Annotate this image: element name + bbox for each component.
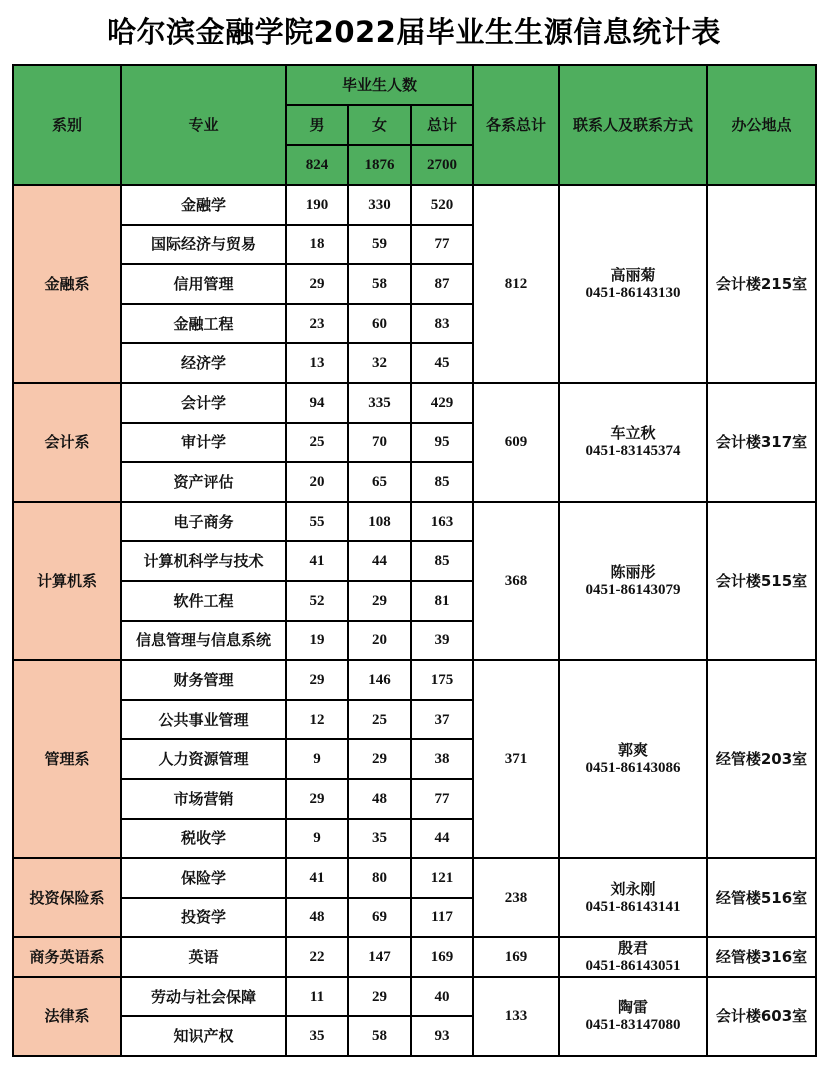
total-count: 83 <box>411 304 473 344</box>
office-location: 经管楼516室 <box>707 858 816 937</box>
total-count: 37 <box>411 700 473 740</box>
male-count: 19 <box>286 621 348 661</box>
table-row <box>13 858 816 898</box>
major-name: 审计学 <box>121 423 286 463</box>
total-count: 429 <box>411 383 473 423</box>
contact-name: 陈丽彤 <box>610 562 656 581</box>
department-total: 368 <box>473 502 559 660</box>
female-count: 29 <box>348 977 411 1017</box>
major-name: 资产评估 <box>121 462 286 502</box>
male-count: 41 <box>286 541 348 581</box>
total-count: 45 <box>411 343 473 383</box>
table-row <box>13 383 816 423</box>
contact-phone: 0451-83147080 <box>585 1017 681 1034</box>
total-count: 163 <box>411 502 473 542</box>
female-count: 25 <box>348 700 411 740</box>
major-name: 电子商务 <box>121 502 286 542</box>
contact-phone: 0451-86143086 <box>585 760 681 777</box>
department-name: 会计系 <box>13 383 121 502</box>
major-name: 计算机科学与技术 <box>121 541 286 581</box>
total-count: 85 <box>411 541 473 581</box>
female-count: 59 <box>348 225 411 265</box>
male-count: 29 <box>286 660 348 700</box>
major-name: 信用管理 <box>121 264 286 304</box>
male-count: 12 <box>286 700 348 740</box>
major-name: 英语 <box>121 937 286 977</box>
major-name: 信息管理与信息系统 <box>121 621 286 661</box>
major-name: 投资学 <box>121 898 286 938</box>
office-location: 会计楼515室 <box>707 502 816 660</box>
major-name: 会计学 <box>121 383 286 423</box>
major-name: 人力资源管理 <box>121 739 286 779</box>
female-count: 32 <box>348 343 411 383</box>
female-count: 48 <box>348 779 411 819</box>
contact-name: 刘永刚 <box>610 879 656 898</box>
department-name: 投资保险系 <box>13 858 121 937</box>
major-name: 税收学 <box>121 819 286 859</box>
female-count: 80 <box>348 858 411 898</box>
male-count: 20 <box>286 462 348 502</box>
major-name: 市场营销 <box>121 779 286 819</box>
header-total: 总计 <box>411 105 473 145</box>
table-row <box>13 502 816 542</box>
contact-info <box>559 977 707 1056</box>
total-count: 77 <box>411 225 473 265</box>
total-sum: 2700 <box>411 145 473 185</box>
male-count: 35 <box>286 1016 348 1056</box>
contact-name: 陶雷 <box>617 998 648 1017</box>
contact-info <box>559 858 707 937</box>
major-name: 软件工程 <box>121 581 286 621</box>
male-count: 11 <box>286 977 348 1017</box>
female-count: 330 <box>348 185 411 225</box>
total-count: 39 <box>411 621 473 661</box>
total-count: 169 <box>411 937 473 977</box>
total-count: 520 <box>411 185 473 225</box>
total-count: 44 <box>411 819 473 859</box>
contact-info <box>559 383 707 502</box>
major-name: 金融工程 <box>121 304 286 344</box>
female-count: 335 <box>348 383 411 423</box>
female-count: 35 <box>348 819 411 859</box>
header-graduates: 毕业生人数 <box>286 65 473 105</box>
office-location: 会计楼215室 <box>707 185 816 383</box>
contact-info <box>559 502 707 660</box>
contact-info <box>559 660 707 858</box>
female-count: 70 <box>348 423 411 463</box>
contact-name: 殷君 <box>617 939 648 958</box>
contact-name: 车立秋 <box>610 424 656 443</box>
contact-phone: 0451-86143141 <box>585 898 681 915</box>
major-name: 保险学 <box>121 858 286 898</box>
table-row <box>13 977 816 1017</box>
female-count: 69 <box>348 898 411 938</box>
male-count: 190 <box>286 185 348 225</box>
header-major: 专业 <box>121 65 286 185</box>
department-name: 计算机系 <box>13 502 121 660</box>
male-count: 29 <box>286 779 348 819</box>
table-row <box>13 937 816 977</box>
contact-info <box>559 937 707 977</box>
male-sum: 824 <box>286 145 348 185</box>
male-count: 55 <box>286 502 348 542</box>
contact-phone: 0451-83145374 <box>585 443 681 460</box>
page-title: 哈尔滨金融学院2022届毕业生生源信息统计表 <box>107 15 721 49</box>
female-count: 44 <box>348 541 411 581</box>
office-location: 经管楼203室 <box>707 660 816 858</box>
office-location: 会计楼317室 <box>707 383 816 502</box>
header-office: 办公地点 <box>707 65 816 185</box>
female-count: 108 <box>348 502 411 542</box>
table-body <box>13 185 816 1056</box>
male-count: 9 <box>286 739 348 779</box>
graduate-statistics-table <box>12 64 817 1057</box>
total-count: 95 <box>411 423 473 463</box>
department-total: 133 <box>473 977 559 1056</box>
male-count: 9 <box>286 819 348 859</box>
female-count: 29 <box>348 581 411 621</box>
male-count: 22 <box>286 937 348 977</box>
department-name: 管理系 <box>13 660 121 858</box>
total-count: 81 <box>411 581 473 621</box>
female-count: 147 <box>348 937 411 977</box>
header-female: 女 <box>348 105 411 145</box>
contact-info <box>559 185 707 383</box>
female-count: 58 <box>348 264 411 304</box>
female-count: 58 <box>348 1016 411 1056</box>
male-count: 29 <box>286 264 348 304</box>
table-row <box>13 660 816 700</box>
total-count: 87 <box>411 264 473 304</box>
department-total: 609 <box>473 383 559 502</box>
table-row <box>13 185 816 225</box>
contact-name: 郭爽 <box>617 741 648 760</box>
female-count: 65 <box>348 462 411 502</box>
male-count: 41 <box>286 858 348 898</box>
contact-phone: 0451-86143051 <box>585 958 681 975</box>
office-location: 经管楼316室 <box>707 937 816 977</box>
male-count: 23 <box>286 304 348 344</box>
major-name: 公共事业管理 <box>121 700 286 740</box>
total-count: 40 <box>411 977 473 1017</box>
header-contact: 联系人及联系方式 <box>559 65 707 185</box>
male-count: 18 <box>286 225 348 265</box>
major-name: 国际经济与贸易 <box>121 225 286 265</box>
header-male: 男 <box>286 105 348 145</box>
total-count: 77 <box>411 779 473 819</box>
female-count: 29 <box>348 739 411 779</box>
male-count: 13 <box>286 343 348 383</box>
total-count: 38 <box>411 739 473 779</box>
major-name: 经济学 <box>121 343 286 383</box>
total-count: 93 <box>411 1016 473 1056</box>
office-location: 会计楼603室 <box>707 977 816 1056</box>
female-sum: 1876 <box>348 145 411 185</box>
department-total: 169 <box>473 937 559 977</box>
department-total: 238 <box>473 858 559 937</box>
contact-phone: 0451-86143079 <box>585 581 681 598</box>
male-count: 25 <box>286 423 348 463</box>
total-count: 121 <box>411 858 473 898</box>
header-dept-total: 各系总计 <box>473 65 559 185</box>
total-count: 85 <box>411 462 473 502</box>
header-department: 系别 <box>13 65 121 185</box>
contact-phone: 0451-86143130 <box>585 284 681 301</box>
total-count: 175 <box>411 660 473 700</box>
department-name: 商务英语系 <box>13 937 121 977</box>
female-count: 20 <box>348 621 411 661</box>
male-count: 52 <box>286 581 348 621</box>
major-name: 知识产权 <box>121 1016 286 1056</box>
male-count: 48 <box>286 898 348 938</box>
department-name: 法律系 <box>13 977 121 1056</box>
total-count: 117 <box>411 898 473 938</box>
female-count: 60 <box>348 304 411 344</box>
female-count: 146 <box>348 660 411 700</box>
major-name: 劳动与社会保障 <box>121 977 286 1017</box>
contact-name: 高丽菊 <box>610 265 656 284</box>
department-total: 371 <box>473 660 559 858</box>
major-name: 财务管理 <box>121 660 286 700</box>
department-total: 812 <box>473 185 559 383</box>
male-count: 94 <box>286 383 348 423</box>
major-name: 金融学 <box>121 185 286 225</box>
department-name: 金融系 <box>13 185 121 383</box>
